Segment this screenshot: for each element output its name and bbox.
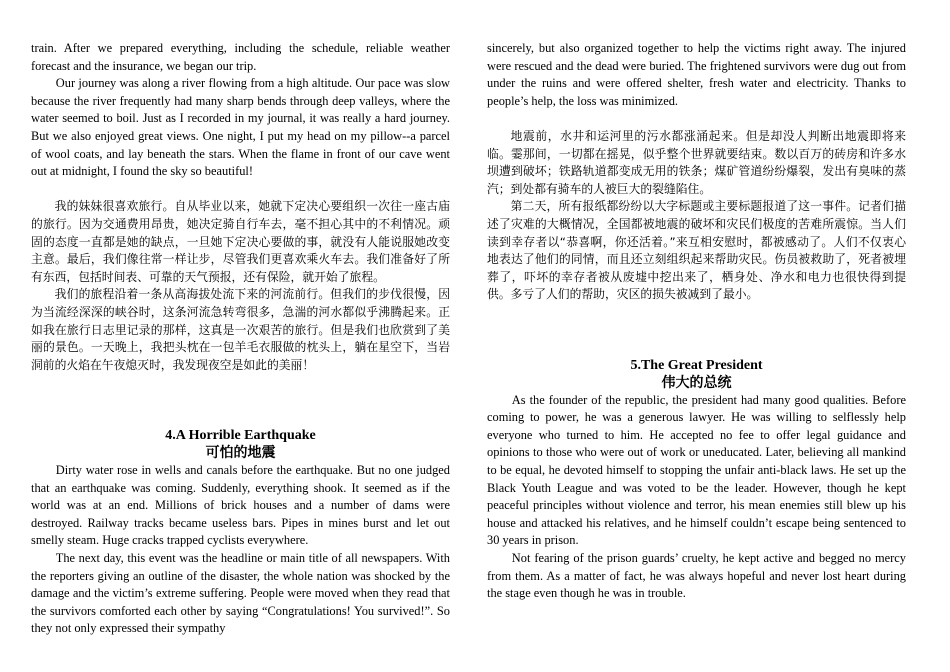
paragraph-zh: 第二天，所有报纸都纷纷以大字标题或主要标题报道了这一事件。记者们描述了灾难的大概情况，全国都被地震的破坏和灾民们极度的苦难所震惊。当人们读到幸存者以“恭喜啊，你还活着。”来互相安慰时，都被感动了。人们不仅衷心地表达了他们的同情，而且还立刻组织起来帮助灾民。伤员被救助了，死者被埋葬了，吓坏的幸存者被从废墟中挖出来了，栖身处、净水和电力也很快得到提供。多亏了人们的帮助，灾区的损失被减到了最小。 [487,199,906,302]
paragraph: Not fearing of the prison guards’ cruelty, he kept active and begged no mercy from them. As a matter of fact, he was always hopeful and never lost heart during the stage even though he was in trouble. [487,551,906,601]
paragraph-zh: 我的妹妹很喜欢旅行。自从毕业以来，她就下定决心要组织一次往一座古庙的旅行。因为交通费用昂贵，她决定骑自行车去，毫不担心其中的不利情况。顽固的态度一直都是她的缺点，一旦她下定决心要做的事，就没有人能说服她改变主意。最后，我们像往常一样让步，尽管我们更喜欢乘火车去。我们准备好了所有东西，包括时间表、可靠的天气预报，还有保险，就开始了旅程。 [31,199,450,284]
section-heading: 4.A Horrible Earthquake [165,428,316,444]
paragraph: Our journey was along a river flowing from a high altitude. Our pace was slow because the river frequently had many sharp bends through deep valleys, where the water seemed to boil. Just as I recorded in my journal, it was really a hard journey. But we also enjoyed great views. One night, I put my head on my pillow--a parcel of wool coats, and lay beneath the stars. When the flame in front of our cave went out at midnight, I found the sky so beautiful! [31,76,450,179]
paragraph-zh: 地震前，水井和运河里的污水都涨涌起来。但是却没人判断出地震即将来临。霎那间，一切都在摇晃，似乎整个世界就要结束。数以百万的砖房和许多水坝遭到破坏；铁路轨道都变成无用的铁条；煤矿管道纷纷爆裂，发出有臭味的蒸汽；到处都有骑车的人被巨大的裂缝陷住。 [487,128,906,196]
paragraph: train. After we prepared everything, including the schedule, reliable weather forecast and the insurance, we began our trip. [31,41,450,73]
right-column [487,40,906,603]
paragraph-zh: 我们的旅程沿着一条从高海拔处流下来的河流前行。但我们的步伐很慢，因为当流经深深的峡谷时，这条河流急转弯很多，急湍的河水都似乎沸腾起来。正如我在旅行日志里记录的那样，这真是一次艰苦的旅行。但是我们也欣赏到了美丽的景色。一天晚上，我把头枕在一包羊毛衣服做的枕头上，躺在星空下，当岩洞前的火焰在午夜熄灭时，我发现夜空是如此的美丽！ [31,287,450,372]
paragraph: sincerely, but also organized together to help the victims right away. The injured were rescued and the dead were buried. The frightened survivors were dug out from under the ruins and were offered shelter, fresh water and electricity. Thanks to people’s help, the loss was minimized. [487,41,906,108]
section-heading-zh: 可怕的地震 [205,445,276,462]
section-heading: 5.The Great President [630,357,763,373]
paragraph: Dirty water rose in wells and canals before the earthquake. But no one judged that an earthquake was coming. Suddenly, everything shook. It seemed as if the world was at an end. Millions of brick houses and a number of dams were destroyed. Railway tracks became useless bars. Pipes in mines burst and let out smelly steam. Huge cracks trapped cyclists everywhere. [31,463,450,548]
paragraph: As the founder of the republic, the president had many good qualities. Before coming to power, he was a generous lawyer. He was willing to selflessly help everyone who turned to him. He accepted no fee to offer legal guidance and opinions to those who were out of work or uneducated. Later, believing all mankind to be equal, he devoted himself to stopping the unfair anti-black laws. He set up the Black Youth League and was voted to be the leader. However, though he kept peaceful principles without violence and terror, his mean enemies still blew up his house and attacked his relatives, and he himself couldn’t escape being sentenced to 30 years in prison. [487,392,906,548]
paragraph: The next day, this event was the headline or main title of all newspapers. With the reporters giving an outline of the disaster, the whole nation was shocked by the damage and the victim’s extreme suffering. People were moved when they read that the survivors comforted each other by saying “Congratulations! You survived!”. So they not only expressed their sympathy [31,551,450,636]
left-column [31,40,450,638]
section-heading-zh: 伟大的总统 [661,374,732,391]
